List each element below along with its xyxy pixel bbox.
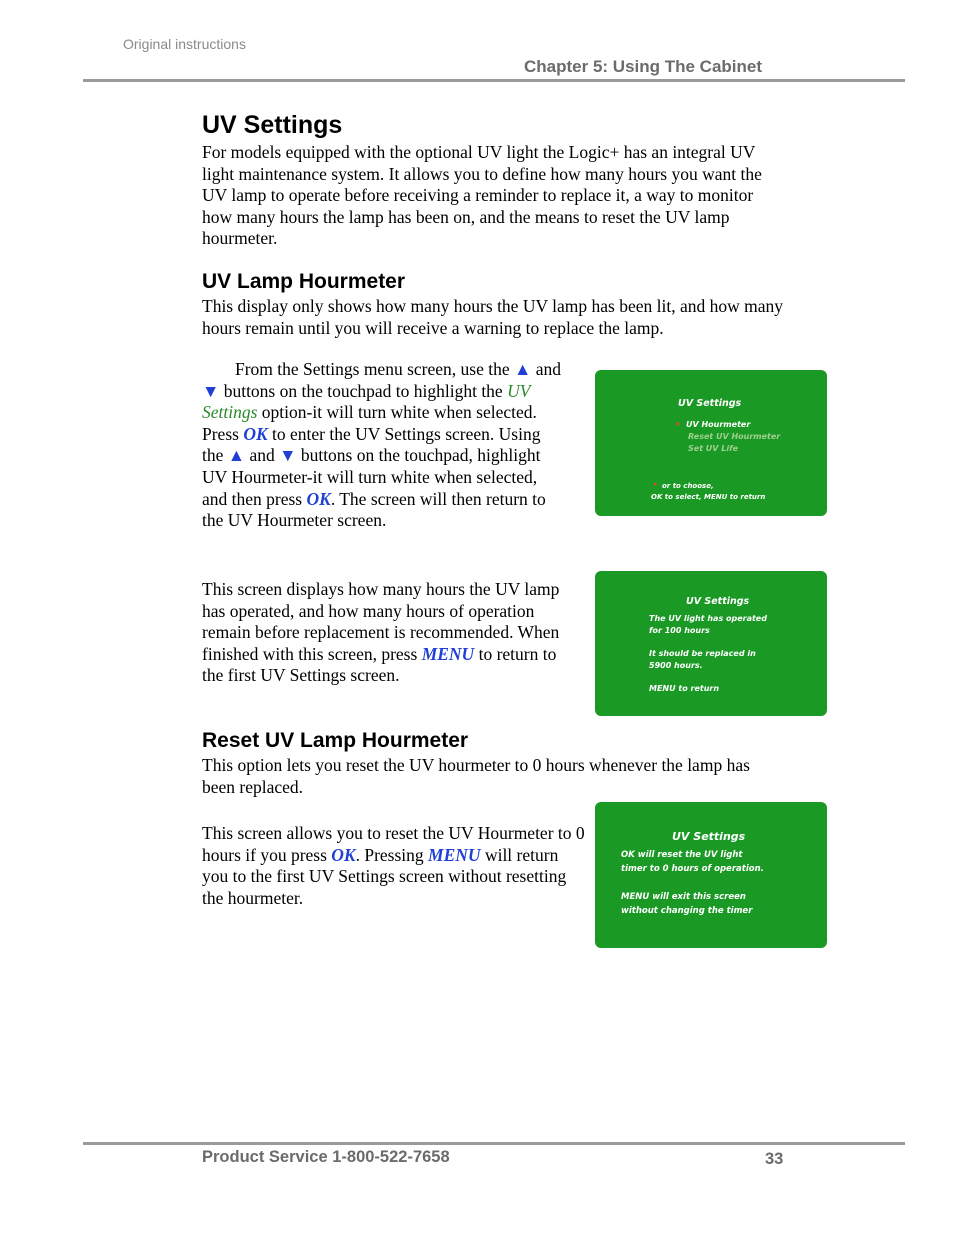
selection-marker-icon: •	[675, 420, 681, 429]
up-arrow-icon: ▲	[227, 445, 246, 466]
screen-line: timer to 0 hours of operation.	[621, 864, 764, 874]
intro-paragraph: For models equipped with the optional UV light the Logic+ has an integral UV light maintenance system. It allows you to define how many hours you want the UV lamp to operate before receiving a reminder to replace it, a way to monitor how many hours the lamp has been on, and the means to reset the UV lamp hourmeter.	[202, 142, 762, 249]
up-arrow-icon: ▲	[513, 359, 532, 379]
hourmeter-screen-paragraph: This screen displays how many hours the UV lamp has operated, and how many hours of operation remain before replacement is recommended. When finished with this screen, press MENU to return to the first UV Settings screen.	[202, 579, 560, 686]
screen-title: UV Settings	[678, 398, 742, 409]
uv-settings-term: UV Settings	[202, 380, 531, 423]
screen-line: OK will reset the UV light	[621, 850, 743, 860]
screen-line: 5900 hours.	[649, 661, 703, 670]
ok-term: OK	[331, 844, 356, 865]
screen-title: UV Settings	[686, 596, 750, 607]
page-title: UV Settings	[202, 111, 343, 139]
down-arrow-icon: ▼	[279, 445, 297, 466]
screen-line: MENU will exit this screen	[621, 892, 746, 902]
reset-paragraph: This option lets you reset the UV hourmeter to 0 hours whenever the lamp has been replaced.	[202, 755, 750, 797]
screen-line: It should be replaced in	[649, 649, 756, 658]
screen-hint-choose: or to choose,	[662, 482, 714, 490]
uv-hourmeter-screen	[595, 571, 827, 716]
footer-rule	[83, 1142, 905, 1145]
menu-item-reset-uv-hourmeter: Reset UV Hourmeter	[688, 432, 781, 441]
reset-uv-hourmeter-screen	[595, 802, 827, 948]
ok-term: OK	[306, 488, 331, 509]
screen-line: The UV light has operated	[649, 614, 767, 623]
original-instructions-label: Original instructions	[123, 36, 246, 52]
chapter-title: Chapter 5: Using The Cabinet	[524, 57, 763, 76]
menu-item-uv-hourmeter: UV Hourmeter	[686, 420, 751, 429]
product-service-phone: Product Service 1-800-522-7658	[202, 1148, 450, 1166]
down-arrow-icon: ▼	[202, 380, 220, 401]
header-rule	[83, 79, 905, 82]
reset-heading: Reset UV Lamp Hourmeter	[202, 729, 469, 752]
uv-settings-menu-screen	[595, 370, 827, 516]
hourmeter-step-paragraph: From the Settings menu screen, use the ▲ and ▼ buttons on the touchpad to highlight the UV Settings option-it will turn white when selected. Press OK to enter the UV Settings screen. Using the ▲ and ▼ buttons on the touchpad, highlight UV Hourmeter-it will turn white when selected, and then press OK. The screen will then return to the UV Hourmeter screen.	[202, 359, 561, 531]
screen-line: without changing the timer	[621, 906, 753, 916]
hourmeter-heading: UV Lamp Hourmeter	[202, 270, 406, 293]
hourmeter-paragraph: This display only shows how many hours the UV lamp has been lit, and how many hours remain until you will receive a warning to replace the lamp.	[202, 296, 784, 338]
menu-item-set-uv-life: Set UV Life	[688, 444, 739, 453]
page-number: 33	[765, 1150, 784, 1168]
menu-term: MENU	[428, 844, 481, 865]
screen-line: for 100 hours	[649, 626, 710, 635]
screen-line: MENU to return	[649, 684, 720, 693]
screen-title: UV Settings	[672, 830, 746, 843]
ok-term: OK	[243, 423, 268, 444]
reset-screen-paragraph: This screen allows you to reset the UV Hourmeter to 0 hours if you press OK. Pressing MENU will return you to the first UV Settings screen without resetting the hourmeter.	[202, 823, 585, 908]
menu-term: MENU	[421, 643, 475, 664]
screen-hint-select: OK to select, MENU to return	[651, 493, 766, 501]
arrow-marker-icon: •	[653, 481, 658, 489]
